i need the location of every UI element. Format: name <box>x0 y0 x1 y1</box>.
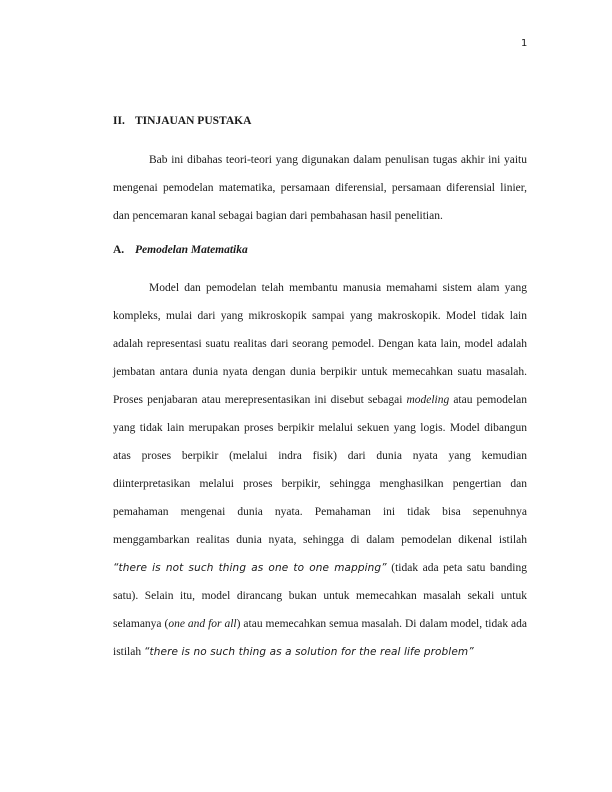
text-run: Model dan pemodelan telah membantu manusia memahami sistem alam yang kompleks, mulai dari yang mikroskopik sampai yang makroskopik. Model tidak lain adalah representasi suatu realitas dari seorang pemodel. Dengan kata lain, model adalah jembatan antara dunia nyata dengan dunia berpikir untuk memecahkan suatu masalah. Proses penjabaran atau merepresentasikan ini disebut sebagai <box>113 282 527 406</box>
document-body <box>113 111 527 666</box>
subsection-heading <box>113 240 527 260</box>
text-run: ) atau memecahkan semua masalah. Di dalam model, tidak ada istilah <box>113 618 527 658</box>
subsection-label: A. <box>113 244 125 256</box>
quoted-phrase: “there is not such thing as one to one mapping” <box>113 562 387 574</box>
italic-term: modeling <box>406 394 450 406</box>
section-title: TINJAUAN PUSTAKA <box>135 115 252 127</box>
section-number: II. <box>113 115 125 127</box>
section-heading <box>113 111 527 131</box>
page-number: 1 <box>521 38 528 49</box>
intro-paragraph: Bab ini dibahas teori-teori yang digunakan dalam penulisan tugas akhir ini yaitu mengenai pemodelan matematika, persamaan diferensial, persamaan diferensial linier, dan pencemaran kanal sebagai bagian dari pembahasan hasil penelitian. <box>113 154 527 222</box>
subsection-title: Pemodelan Matematika <box>135 244 248 256</box>
quoted-phrase: “there is no such thing as a solution for the real life problem” <box>144 646 474 658</box>
italic-term: one and for all <box>168 618 237 630</box>
body-paragraph <box>113 274 527 666</box>
text-run: (tidak ada peta satu banding satu). Selain itu, model dirancang bukan untuk memecahkan masalah sekali untuk selamanya ( <box>113 562 527 630</box>
text-run: atau pemodelan yang tidak lain merupakan proses berpikir melalui sekuen yang logis. Model dibangun atas proses berpikir (melalui indra fisik) dari dunia nyata yang kemudian diinterpretasikan melalui proses berpikir, sehingga menghasilkan pengertian dan pemahaman mengenai dunia nyata. Pemahaman ini tidak bisa sepenuhnya menggambarkan realitas dunia nyata, sehingga di dalam pemodelan dikenal istilah <box>113 394 527 546</box>
